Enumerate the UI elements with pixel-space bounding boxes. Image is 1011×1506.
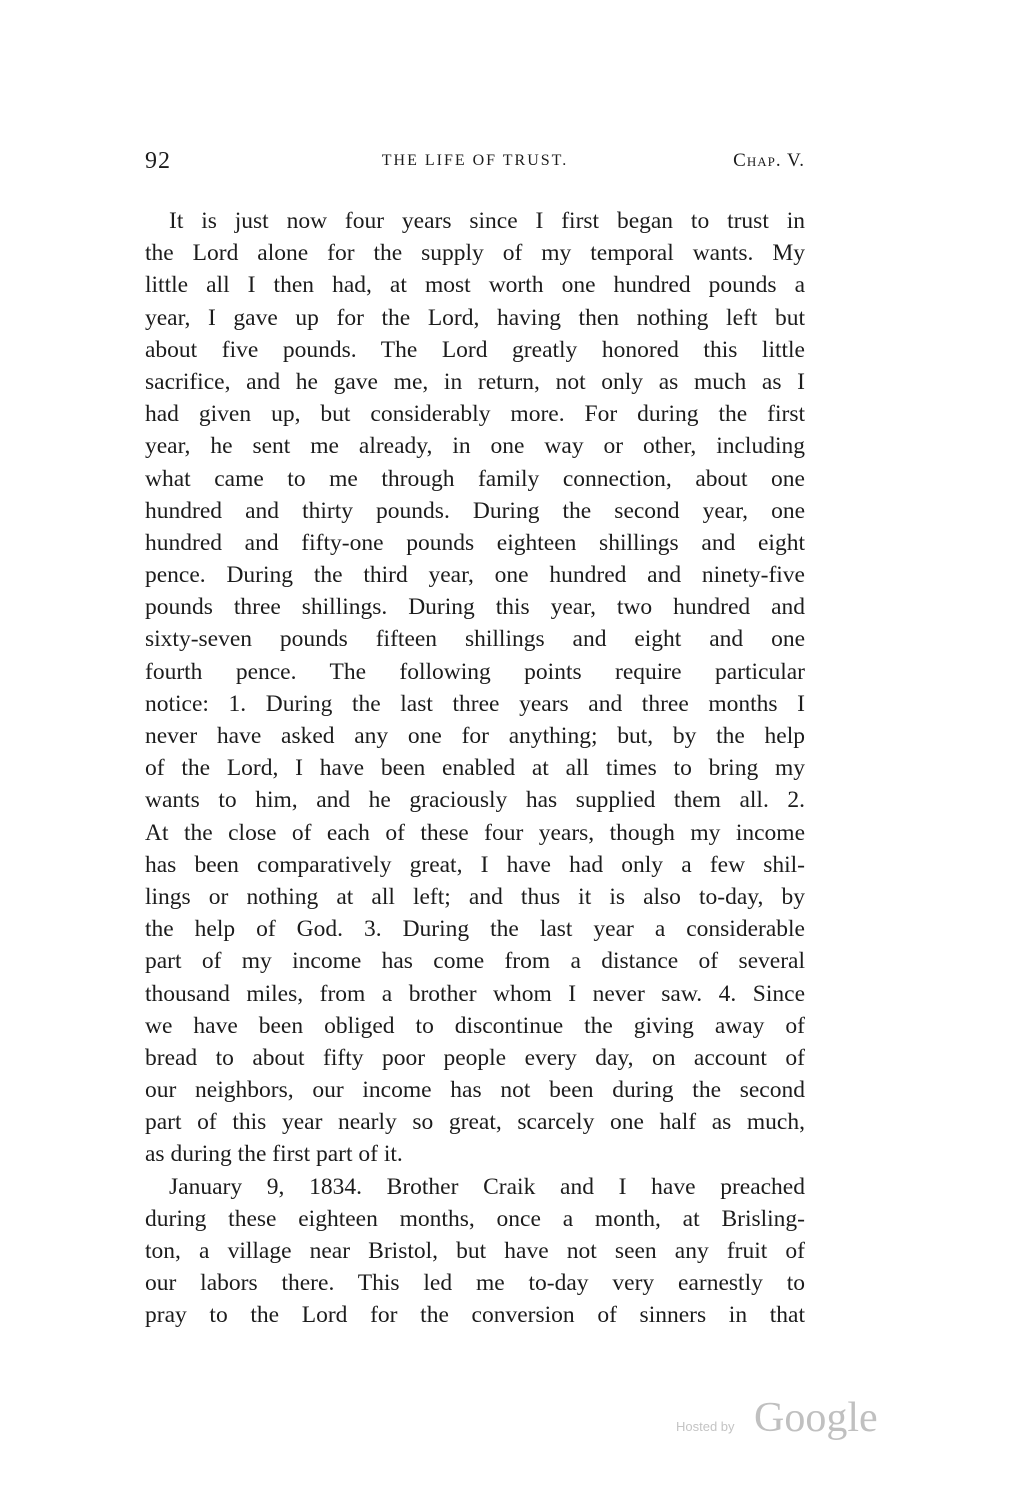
text-line: our neighbors, our income has not been during the second — [145, 1077, 805, 1104]
text-line: about five pounds. The Lord greatly honored this little — [145, 336, 805, 363]
text-line: has been comparatively great, I have had only a few shil- — [145, 851, 805, 878]
text-line: what came to me through family connection, about one — [145, 465, 805, 492]
text-line: part of my income has come from a distance of several — [145, 948, 805, 975]
text-line: as during the first part of it. — [145, 1141, 403, 1168]
text-line: pence. During the third year, one hundred and ninety-five — [145, 562, 805, 589]
text-line: never have asked any one for anything; but, by the help — [145, 723, 805, 749]
text-line: It is just now four years since I first began to trust in — [169, 208, 805, 234]
text-line: year, I gave up for the Lord, having then nothing left but — [145, 304, 805, 331]
text-line: fourth pence. The following points require particular — [145, 658, 805, 685]
watermark-prefix: Hosted by — [676, 1419, 735, 1434]
text-line: wants to him, and he graciously has supplied them all. 2. — [145, 787, 805, 814]
chapter-label: Chap. V. — [733, 150, 805, 171]
text-line: ton, a village near Bristol, but have not seen any fruit of — [145, 1238, 805, 1264]
text-line: At the close of each of these four years, though my income — [145, 819, 805, 846]
text-line: pounds three shillings. During this year, two hundred and — [145, 594, 805, 621]
text-line: bread to about fifty poor people every day, on account of — [145, 1044, 805, 1071]
text-line: lings or nothing at all left; and thus it is also to-day, by — [145, 883, 805, 910]
text-line: hundred and thirty pounds. During the second year, one — [145, 497, 805, 524]
running-head — [145, 148, 805, 182]
text-line: little all I then had, at most worth one hundred pounds a — [145, 272, 805, 299]
page-number: 92 — [145, 148, 171, 174]
text-line: we have been obliged to discontinue the giving away of — [145, 1012, 805, 1039]
text-line: part of this year nearly so great, scarcely one half as much, — [145, 1109, 805, 1136]
book-title: THE LIFE OF TRUST. — [381, 152, 569, 169]
text-line: January 9, 1834. Brother Craik and I have preached — [169, 1173, 805, 1200]
text-line: had given up, but considerably more. For during the first — [145, 401, 805, 428]
hosted-by-google-watermark — [672, 1396, 882, 1446]
text-line: during these eighteen months, once a month, at Brisling- — [145, 1205, 805, 1232]
body-text — [145, 205, 805, 1332]
text-line: notice: 1. During the last three years and three months I — [145, 690, 805, 717]
text-line: of the Lord, I have been enabled at all times to bring my — [145, 755, 805, 782]
text-line: sixty-seven pounds fifteen shillings and eight and one — [145, 626, 805, 653]
text-line: the help of God. 3. During the last year a considerable — [145, 916, 805, 943]
text-line: our labors there. This led me to-day very earnestly to — [145, 1270, 805, 1297]
google-logo: Google — [754, 1395, 878, 1441]
text-line: sacrifice, and he gave me, in return, not only as much as I — [145, 368, 805, 395]
text-line: pray to the Lord for the conversion of sinners in that — [145, 1302, 805, 1329]
text-line: thousand miles, from a brother whom I never saw. 4. Since — [145, 980, 805, 1007]
text-line: hundred and fifty-one pounds eighteen shillings and eight — [145, 529, 805, 556]
text-line: year, he sent me already, in one way or other, including — [145, 433, 805, 460]
text-line: the Lord alone for the supply of my temporal wants. My — [145, 240, 805, 267]
